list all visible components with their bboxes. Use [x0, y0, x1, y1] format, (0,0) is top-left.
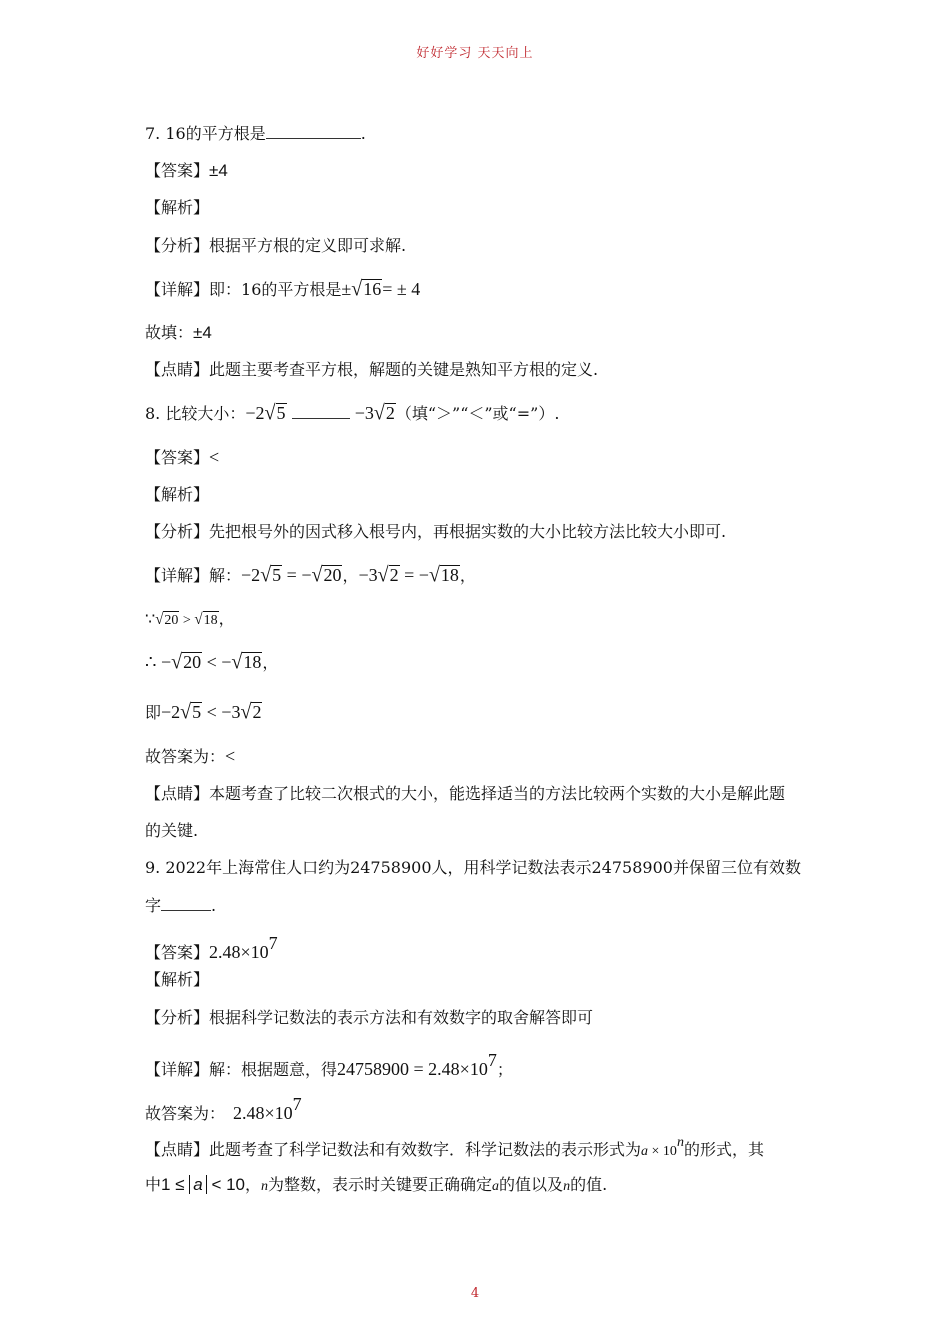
- q8-jiexi: 【解析】: [145, 485, 210, 504]
- q8-xj-comma2: ，: [459, 566, 476, 585]
- q9-dianjing-math-exp: n: [676, 1135, 684, 1150]
- q8-xiangjie: [145, 564, 476, 587]
- q7-fenxi-text: 根据平方根的定义即可求解.: [209, 236, 407, 255]
- q7-sqrt: √16: [351, 277, 382, 301]
- q9-dianjing-ten: < 10: [206, 1175, 246, 1194]
- q9-xiangjie-exp: 7: [487, 1050, 497, 1070]
- q7-dianjing-label: 【点睛】: [145, 360, 210, 379]
- q7-fenxi: [145, 235, 406, 257]
- q9-dianjing-1: [145, 1132, 764, 1163]
- q8-question-end: （填“＞”“＜”或“=”）.: [395, 404, 560, 423]
- q8-left-radicand: 5: [276, 403, 286, 423]
- q9-final: [145, 1093, 302, 1125]
- q7-pm-sign: ±: [341, 279, 352, 299]
- q7-xiangjie-tail: = ± 4: [382, 279, 421, 299]
- q7-radicand: 16: [363, 279, 382, 299]
- q8-xj1-sqrt2: √20: [311, 563, 342, 587]
- q8-xj1-eq: = −: [282, 565, 312, 585]
- page-number: 4: [470, 1286, 480, 1301]
- q8-answer-blank: [292, 404, 350, 419]
- q8-t-radicand1: 20: [183, 652, 202, 672]
- q9-question-end: .: [211, 896, 217, 915]
- q8-b-radicand2: 18: [203, 613, 218, 628]
- q8-question: [145, 402, 559, 425]
- q7-dianjing-text: 此题主要考查平方根，解题的关键是熟知平方根的定义.: [209, 360, 599, 379]
- q8-xiangjie-label: 【详解】: [145, 566, 210, 585]
- q9-final-exp: 7: [292, 1094, 302, 1114]
- q7-xiangjie-label: 【详解】: [145, 280, 210, 299]
- q8-b-sqrt1: √20: [155, 611, 179, 629]
- q8-t-radicand2: 18: [243, 652, 262, 672]
- q8-xj2-sqrt2: √18: [428, 563, 459, 587]
- q8-question-text: 8. 比较大小：: [145, 404, 246, 423]
- q8-because: [145, 608, 235, 632]
- q9-final-label: 故答案为：: [145, 1104, 226, 1123]
- q9-answer-label: 【答案】: [145, 943, 210, 962]
- q8-fenxi: [145, 521, 726, 543]
- q8-dianjing-1: [145, 783, 785, 805]
- q8-ji-sqrt1: √5: [180, 700, 202, 724]
- q9-dianjing-one: 1 ≤: [161, 1175, 190, 1194]
- q8-b-comma: ，: [218, 609, 235, 628]
- q8-xj1-radicand: 5: [272, 565, 282, 585]
- q9-final-base: 2.48×10: [233, 1103, 293, 1123]
- q8-right-radicand: 2: [385, 403, 395, 423]
- q9-xiangjie-text: 解：根据题意，得: [209, 1060, 338, 1079]
- q8-ji: [145, 701, 262, 724]
- q9-dianjing-end: 的值.: [570, 1175, 608, 1194]
- q7-xiangjie: [145, 278, 420, 301]
- q7-answer: [145, 160, 228, 182]
- q8-ji-radicand2: 2: [252, 702, 262, 722]
- q9-answer: [145, 932, 278, 964]
- q8-xj2-eq: = −: [399, 565, 429, 585]
- q8-dianjing-2: 的关键.: [145, 821, 199, 840]
- q7-xiangjie-text: 即：16的平方根是: [209, 280, 342, 299]
- q9-question-1: 9. 2022年上海常住人口约为24758900人，用科学记数法表示24758900并保留三位有效数: [145, 858, 801, 877]
- q8-answer-label: 【答案】: [145, 448, 210, 467]
- q8-final: [145, 745, 235, 768]
- q9-dianjing-label: 【点睛】: [145, 1140, 210, 1159]
- q8-xj1-radicand2: 20: [323, 565, 342, 585]
- q9-xiangjie-tail: ；: [496, 1060, 513, 1079]
- q9-dianjing-zhong: 中: [145, 1175, 162, 1194]
- q8-ji-label: 即: [145, 703, 162, 722]
- q8-left-coef: −2: [245, 403, 265, 423]
- q7-jiexi: 【解析】: [145, 198, 210, 217]
- q7-fill-label: 故填：: [145, 323, 194, 342]
- q8-ji-sqrt2: √2: [240, 700, 262, 724]
- q9-dianjing-math-a: a: [641, 1144, 649, 1159]
- q8-xj1-coef: −2: [241, 565, 261, 585]
- q9-dianjing-a2: a: [492, 1179, 500, 1194]
- q8-xj2-radicand: 2: [389, 565, 399, 585]
- q8-final-label: 故答案为：: [145, 747, 226, 766]
- q8-therefore-symbol: ∴ −: [145, 652, 172, 672]
- q9-fenxi-label: 【分析】: [145, 1008, 210, 1027]
- q9-dianjing-text-1a: 此题考查了科学记数法和有效数字．科学记数法的表示形式为: [209, 1140, 642, 1159]
- q8-ji-lt: < −3: [202, 702, 241, 722]
- q8-therefore: [145, 651, 278, 674]
- q9-dianjing-text-1b: 的形式，其: [683, 1140, 764, 1159]
- q7-question-end: .: [360, 124, 366, 143]
- q9-dianjing-2: [145, 1174, 607, 1198]
- q8-xj1-sqrt: √5: [260, 563, 282, 587]
- q9-xiangjie: [145, 1049, 513, 1081]
- q9-xiangjie-label: 【详解】: [145, 1060, 210, 1079]
- q8-ji-radicand1: 5: [192, 702, 202, 722]
- q7-question: [145, 123, 366, 145]
- q8-answer-value: <: [209, 447, 220, 467]
- q8-xj-jie: 解：: [209, 566, 242, 585]
- q8-final-value: <: [225, 746, 236, 766]
- q7-answer-value: ±4: [209, 161, 228, 180]
- q9-dianjing-text-2: 为整数，表示时关键要正确确定: [268, 1175, 493, 1194]
- q9-dianjing-text-3: 的值以及: [499, 1175, 564, 1194]
- q8-b-sqrt2: √18: [194, 611, 218, 629]
- q9-answer-base: 2.48×10: [209, 942, 269, 962]
- page-header: 好好学习 天天向上: [416, 46, 534, 61]
- q8-fenxi-text: 先把根号外的因式移入根号内，再根据实数的大小比较方法比较大小即可.: [209, 522, 727, 541]
- q9-answer-blank: [161, 896, 211, 911]
- q8-left-sqrt: √5: [264, 401, 286, 425]
- q8-right-sqrt: √2: [373, 401, 395, 425]
- q9-question-2: [145, 895, 216, 917]
- q9-dianjing-math-b: × 10: [648, 1144, 677, 1159]
- q7-fill: [145, 322, 212, 344]
- q7-answer-label: 【答案】: [145, 161, 210, 180]
- q8-fenxi-label: 【分析】: [145, 522, 210, 541]
- q9-dianjing-n: n: [261, 1179, 269, 1194]
- q9-xiangjie-math: 24758900 = 2.48×10: [337, 1059, 488, 1079]
- q9-dianjing-abs-a: a: [189, 1175, 206, 1194]
- q8-xj2-sqrt: √2: [377, 563, 399, 587]
- q7-question-text: 7. 16的平方根是: [145, 124, 266, 143]
- q8-t-lt: < −: [202, 652, 232, 672]
- q9-dianjing-comma: ，: [245, 1175, 262, 1194]
- q7-fill-value: ±4: [193, 323, 212, 342]
- q9-dianjing-n2: n: [563, 1179, 571, 1194]
- q8-ji-coef1: −2: [161, 702, 181, 722]
- q7-fenxi-label: 【分析】: [145, 236, 210, 255]
- q9-question-2-text: 字: [145, 896, 162, 915]
- q7-answer-blank: [266, 124, 361, 139]
- q9-answer-exp: 7: [268, 933, 278, 953]
- q8-xj-comma: ，: [342, 566, 359, 585]
- q8-right-coef: −3: [354, 403, 374, 423]
- q9-fenxi: [145, 1007, 593, 1029]
- q9-jiexi: 【解析】: [145, 970, 210, 989]
- q9-fenxi-text: 根据科学记数法的表示方法和有效数字的取舍解答即可: [209, 1008, 594, 1027]
- q8-t-sqrt2: √18: [231, 650, 262, 674]
- q8-dianjing-label: 【点睛】: [145, 784, 210, 803]
- q8-answer: [145, 446, 219, 469]
- q8-xj2-radicand2: 18: [440, 565, 459, 585]
- q8-b-gt: >: [179, 613, 195, 628]
- q8-b-radicand1: 20: [164, 613, 179, 628]
- q8-xj2-coef: −3: [358, 565, 378, 585]
- q7-dianjing: [145, 359, 598, 381]
- q8-t-comma: ，: [262, 653, 279, 672]
- q8-because-symbol: ∵: [145, 609, 156, 628]
- q8-t-sqrt1: √20: [171, 650, 202, 674]
- q8-dianjing-text-1: 本题考查了比较二次根式的大小，能选择适当的方法比较两个实数的大小是解此题: [209, 784, 786, 803]
